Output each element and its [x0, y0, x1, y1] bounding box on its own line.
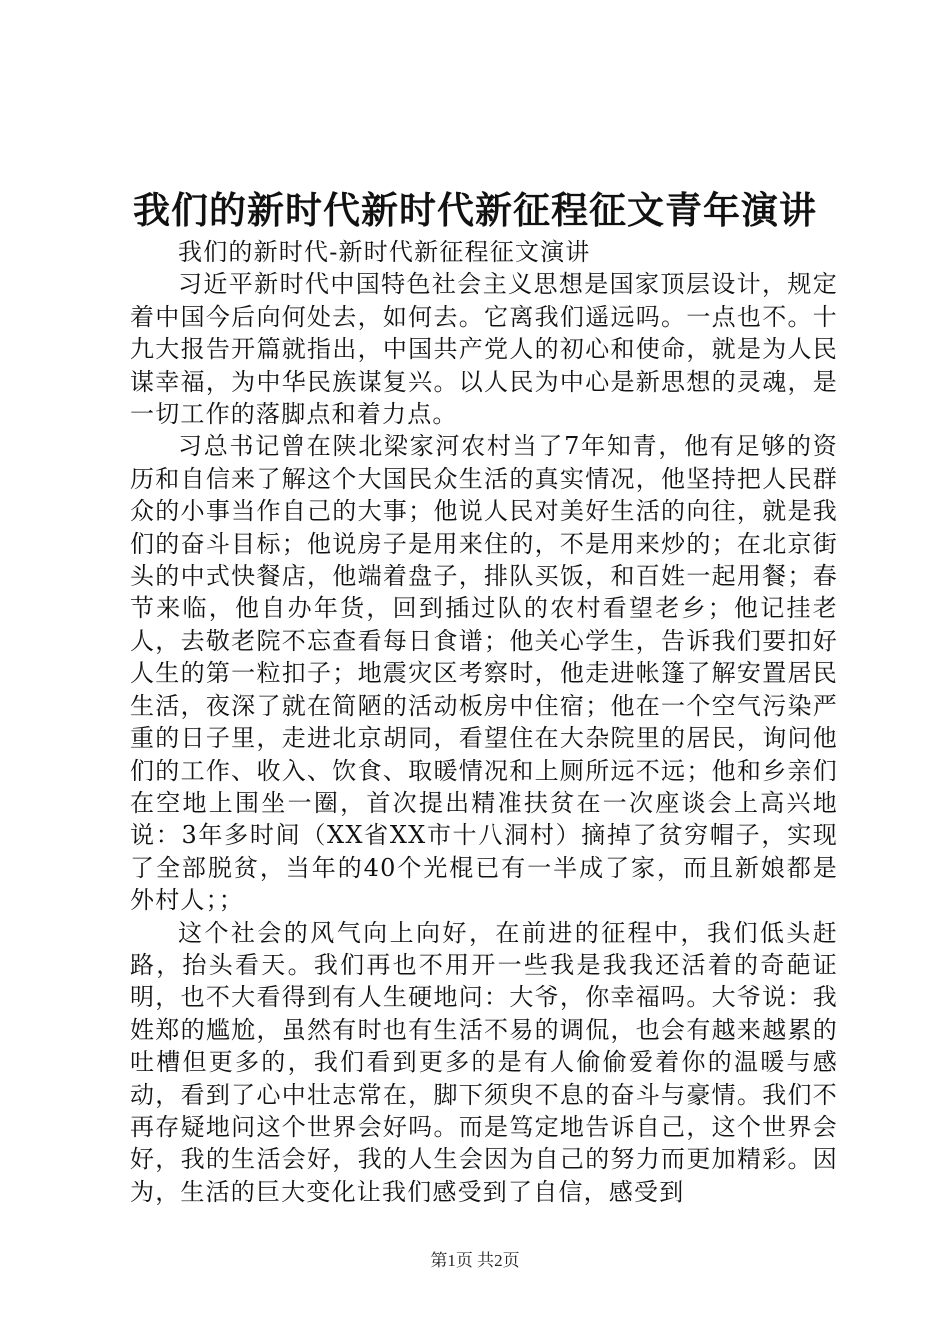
page-footer: 第1页 共2页 — [430, 1251, 520, 1270]
document-subtitle: 我们的新时代-新时代新征程征文演讲 — [178, 238, 591, 266]
document-title: 我们的新时代新时代新征程征文青年演讲 — [133, 188, 817, 232]
paragraph-3: 这个社会的风气向上向好，在前进的征程中，我们低头赶路，抬头看天。我们再也不用开一些我是我我还活着的奇葩证明，也不大看得到有人生硬地问：大爷，你幸福吗。大爷说：我姓郑的尴尬，虽然有时也有生活不易的调侃，也会有越来越累的吐槽但更多的，我们看到更多的是有人偷偷爱着你的温暖与感动，看到了心中壮志常在，脚下须臾不息的奋斗与豪情。我们不再存疑地问这个世界会好吗。而是笃定地告诉自己，这个世界会好，我的生活会好，我的人生会因为自己的努力而更加精彩。因为，生活的巨大变化让我们感受到了自信，感受到 — [130, 918, 838, 1206]
paragraph-2: 习总书记曾在陕北梁家河农村当了7年知青，他有足够的资历和自信来了解这个大国民众生活的真实情况，他坚持把人民群众的小事当作自己的大事；他说人民对美好生活的向往，就是我们的奋斗目标；他说房子是用来住的，不是用来炒的；在北京街头的中式快餐店，他端着盘子，排队买饭，和百姓一起用餐；春节来临，他自办年货，回到插过队的农村看望老乡；他记挂老人，去敬老院不忘查看每日食谱；他关心学生，告诉我们要扣好人生的第一粒扣子；地震灾区考察时，他走进帐篷了解安置居民生活，夜深了就在简陋的活动板房中住宿；他在一个空气污染严重的日子里，走进北京胡同，看望住在大杂院里的居民，询问他们的工作、收入、饮食、取暖情况和上厕所远不远；他和乡亲们在空地上围坐一圈，首次提出精准扶贫在一次座谈会上高兴地说：3年多时间（XX省XX市十八洞村）摘掉了贫穷帽子，实现了全部脱贫，当年的40个光棍已有一半成了家，而且新娘都是外村人；； — [130, 432, 838, 915]
document-body — [130, 236, 838, 1208]
paragraph-1: 习近平新时代中国特色社会主义思想是国家顶层设计，规定着中国今后向何处去，如何去。它离我们遥远吗。一点也不。十九大报告开篇就指出，中国共产党人的初心和使命，就是为人民谋幸福，为中华民族谋复兴。以人民为中心是新思想的灵魂，是一切工作的落脚点和着力点。 — [130, 270, 838, 429]
